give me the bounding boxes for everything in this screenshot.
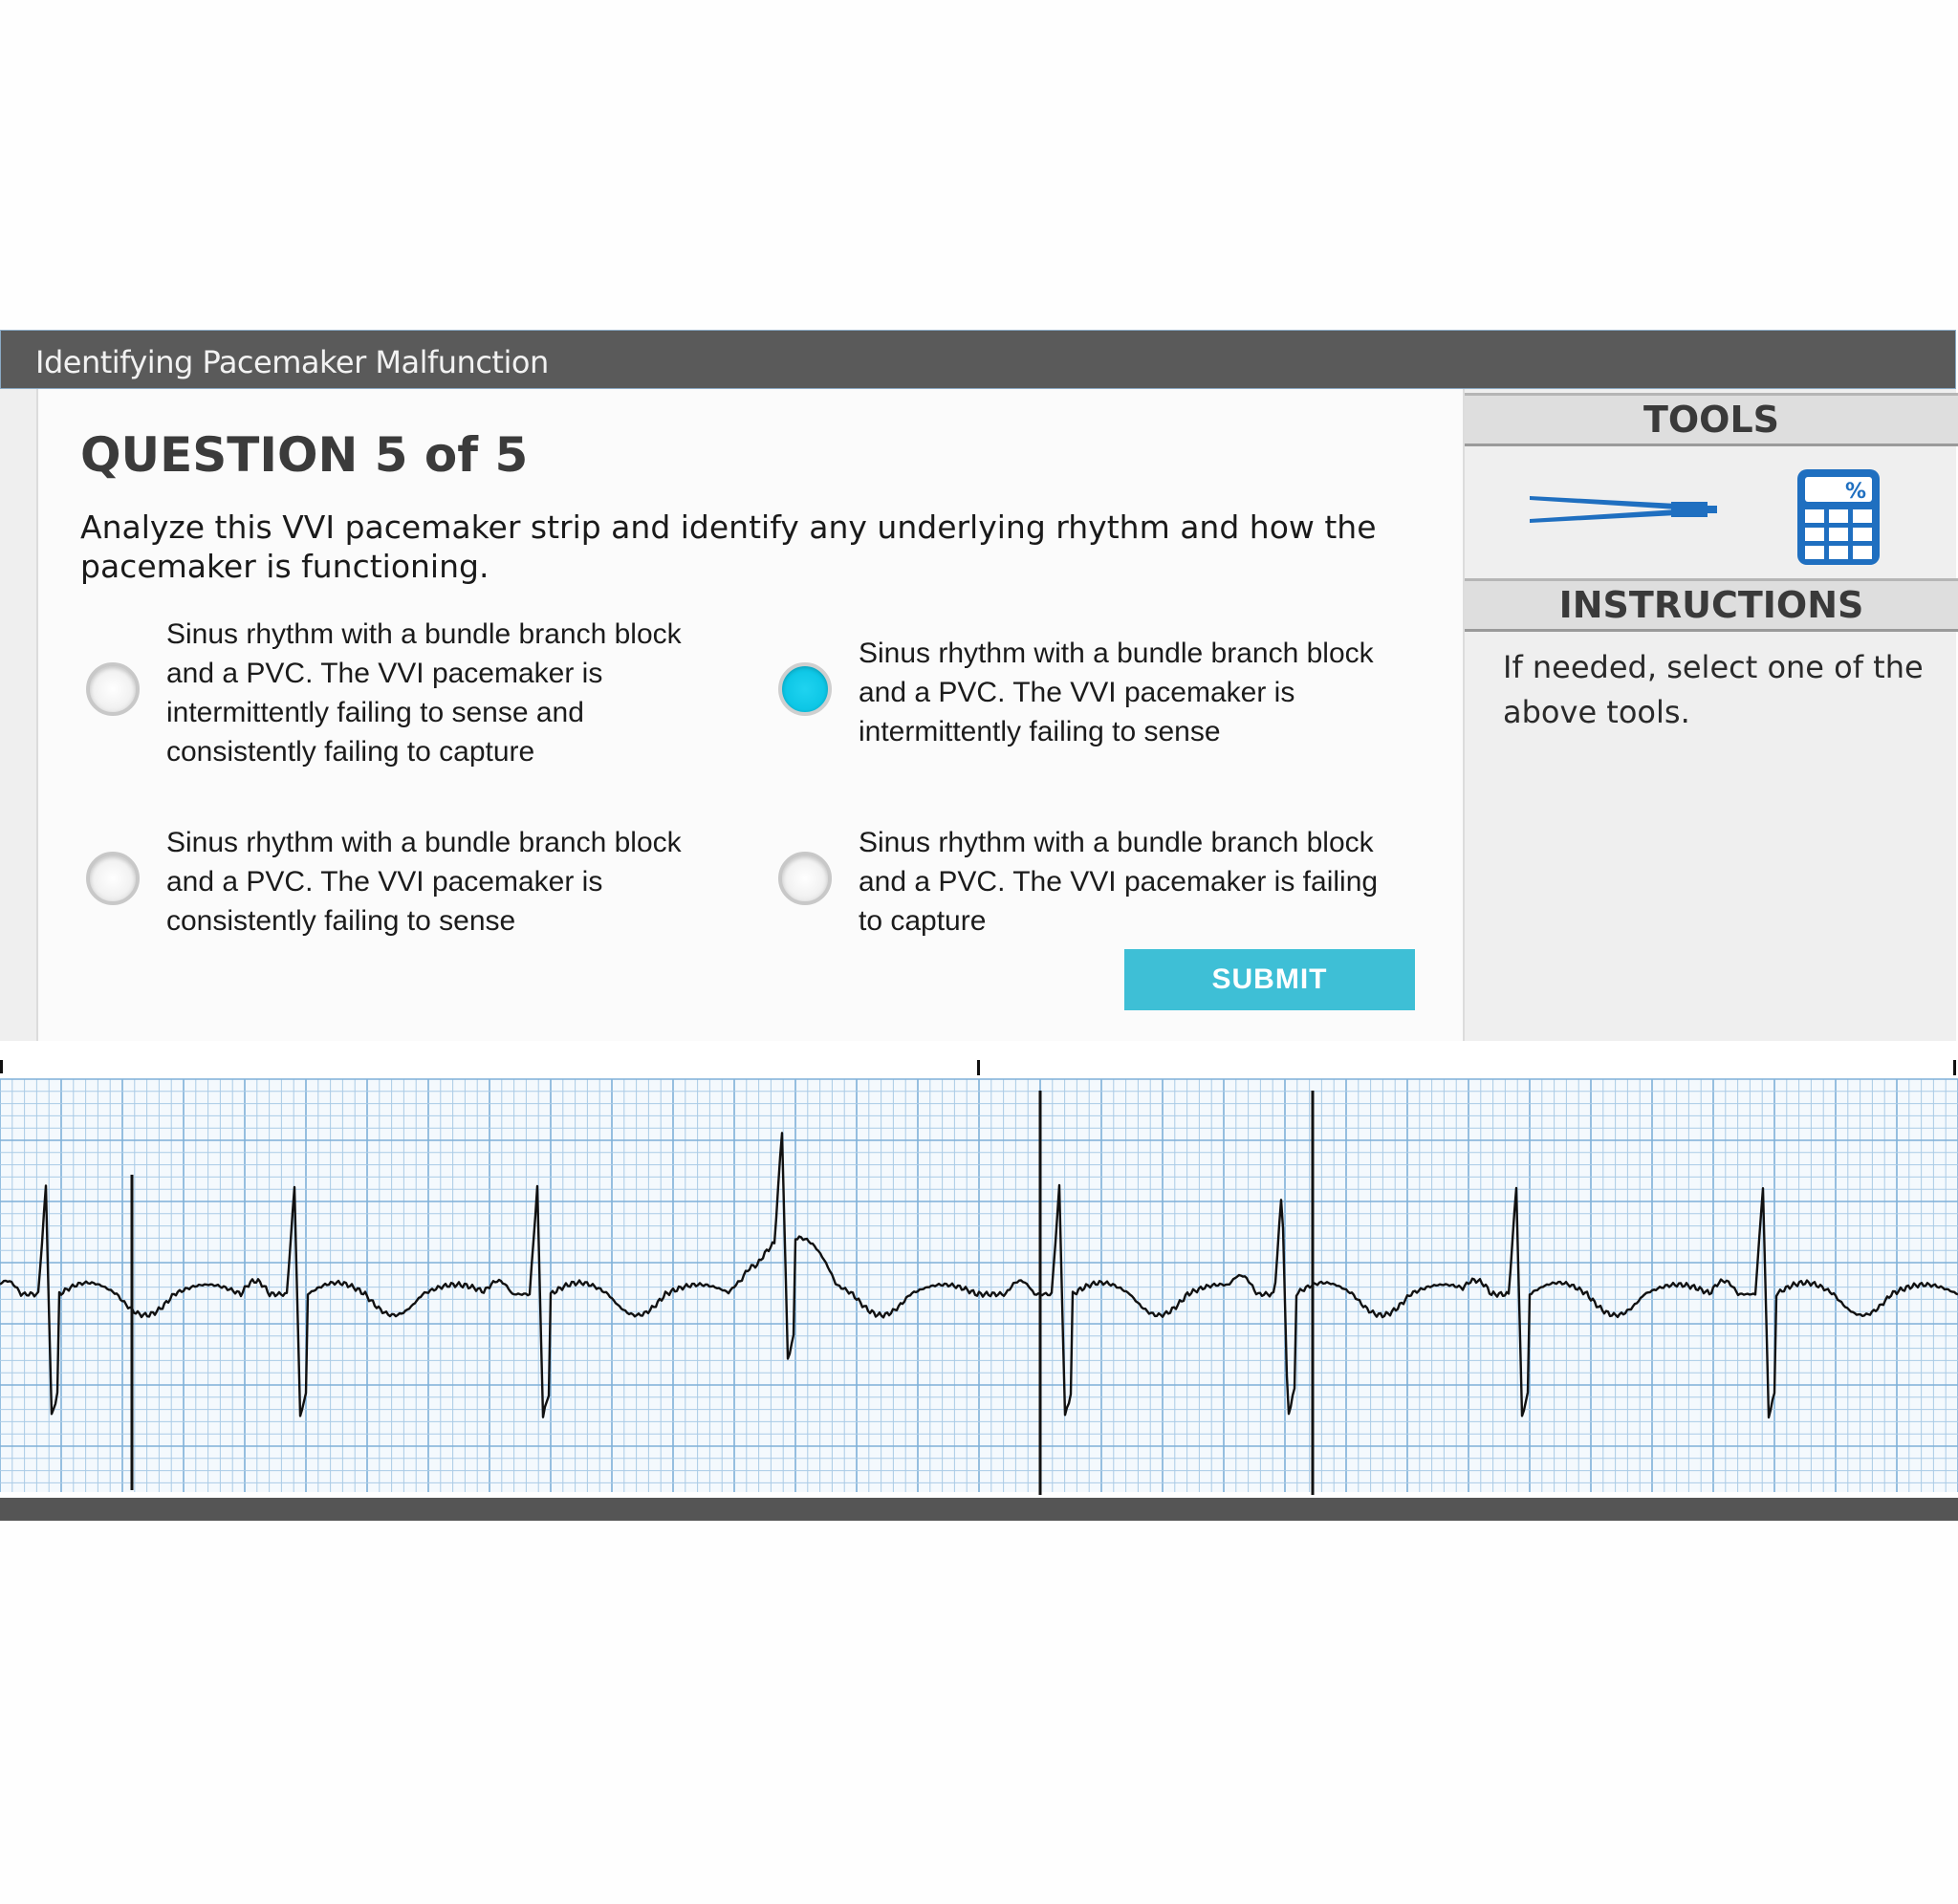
strip-bottom-bar — [0, 1498, 1958, 1521]
answer-option-1[interactable] — [80, 615, 711, 777]
calipers-icon — [1528, 475, 1725, 542]
tools-panel — [1463, 389, 1956, 1041]
option-label-1: Sinus rhythm with a bundle branch block and a PVC. The VVI pacemaker is intermittently failing to sense and consistently failing to capture — [166, 618, 682, 768]
question-text: Analyze this VVI pacemaker strip and identify any underlying rhythm and how the pacemaker is functioning. — [80, 508, 1377, 585]
tools-header: TOOLS — [1465, 393, 1958, 446]
answer-option-3[interactable] — [80, 823, 711, 947]
submit-button[interactable]: SUBMIT — [1124, 949, 1415, 1010]
radio-button-option-1[interactable] — [86, 662, 140, 716]
instructions-text: If needed, select one of the above tools. — [1503, 649, 1924, 730]
radio-button-option-3[interactable] — [86, 852, 140, 905]
calculator-icon — [1795, 467, 1882, 567]
radio-button-option-4[interactable] — [778, 852, 832, 905]
radio-button-option-2[interactable] — [778, 662, 832, 716]
time-mark-right — [1953, 1060, 1956, 1075]
calculator-tool[interactable] — [1795, 467, 1882, 567]
answer-option-2[interactable] — [772, 634, 1442, 758]
time-mark-left — [0, 1060, 3, 1073]
ecg-strip-area — [0, 1041, 1958, 1523]
question-heading: QUESTION 5 of 5 — [80, 427, 529, 483]
question-panel — [38, 389, 1463, 1041]
answer-option-4[interactable] — [772, 823, 1442, 947]
title-bar — [0, 330, 1956, 389]
option-label-3: Sinus rhythm with a bundle branch block and a PVC. The VVI pacemaker is consistently failing to sense — [166, 827, 682, 937]
option-label-4: Sinus rhythm with a bundle branch block and a PVC. The VVI pacemaker is failing to capture — [859, 827, 1379, 937]
left-gutter — [0, 389, 38, 1041]
calipers-tool[interactable] — [1528, 475, 1725, 542]
lesson-title: Identifying Pacemaker Malfunction — [35, 344, 549, 380]
app-window — [0, 330, 1958, 1523]
time-mark-middle — [977, 1060, 980, 1075]
ecg-time-marks — [0, 1060, 1956, 1075]
calculator-percent-badge: % — [1844, 480, 1866, 504]
instructions-header: INSTRUCTIONS — [1465, 578, 1958, 632]
option-label-2: Sinus rhythm with a bundle branch block and a PVC. The VVI pacemaker is intermittently failing to sense — [859, 638, 1374, 747]
ecg-strip — [0, 1041, 1958, 1523]
